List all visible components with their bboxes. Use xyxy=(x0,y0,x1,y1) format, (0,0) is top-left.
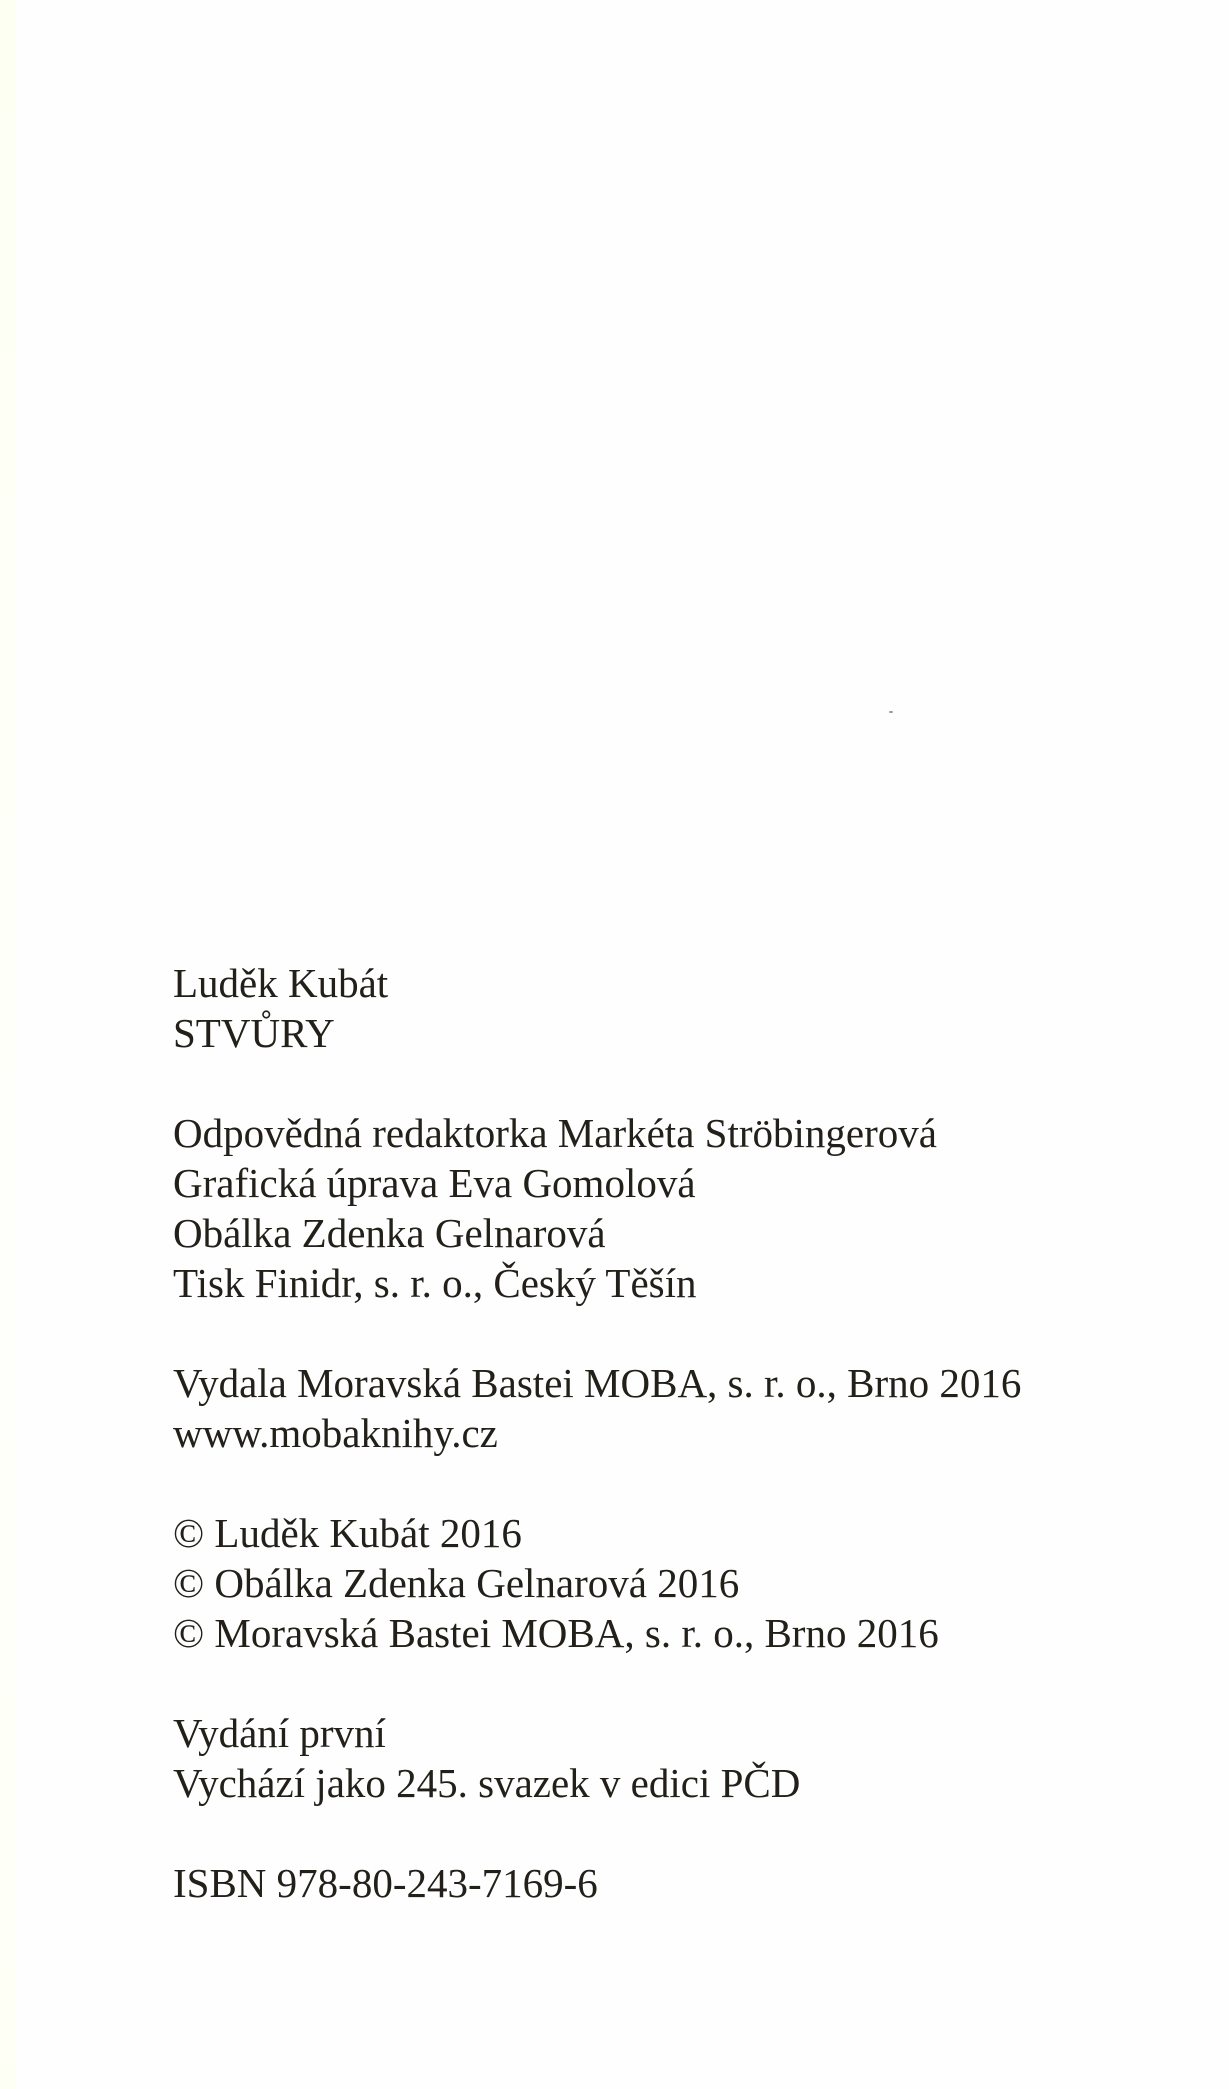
isbn-number: ISBN 978-80-243-7169-6 xyxy=(173,1860,598,1906)
edition-block xyxy=(173,1708,1021,1808)
scan-speck xyxy=(889,711,893,713)
book-title: STVŮRY xyxy=(173,1010,335,1056)
credits-block xyxy=(173,1108,1021,1308)
publisher-line: Vydala Moravská Bastei MOBA, s. r. o., Brno 2016 xyxy=(173,1360,1022,1406)
publisher-website: www.mobaknihy.cz xyxy=(173,1410,498,1456)
book-header xyxy=(173,958,1021,1058)
scan-edge-tint xyxy=(0,0,16,2089)
isbn-block xyxy=(173,1858,1021,1908)
copyright-block xyxy=(173,1508,1021,1658)
copyright-cover: © Obálka Zdenka Gelnarová 2016 xyxy=(173,1560,740,1606)
edition-label: Vydání první xyxy=(173,1710,386,1756)
copyright-author: © Luděk Kubát 2016 xyxy=(173,1510,522,1556)
credit-print: Tisk Finidr, s. r. o., Český Těšín xyxy=(173,1260,697,1306)
copyright-publisher: © Moravská Bastei MOBA, s. r. o., Brno 2016 xyxy=(173,1610,939,1656)
series-note: Vychází jako 245. svazek v edici PČD xyxy=(173,1760,801,1806)
author-name: Luděk Kubát xyxy=(173,960,389,1006)
imprint-page xyxy=(173,958,1021,1908)
credit-editor: Odpovědná redaktorka Markéta Ströbingerová xyxy=(173,1110,937,1156)
credit-design: Grafická úprava Eva Gomolová xyxy=(173,1160,696,1206)
publisher-block xyxy=(173,1358,1021,1458)
credit-cover: Obálka Zdenka Gelnarová xyxy=(173,1210,606,1256)
